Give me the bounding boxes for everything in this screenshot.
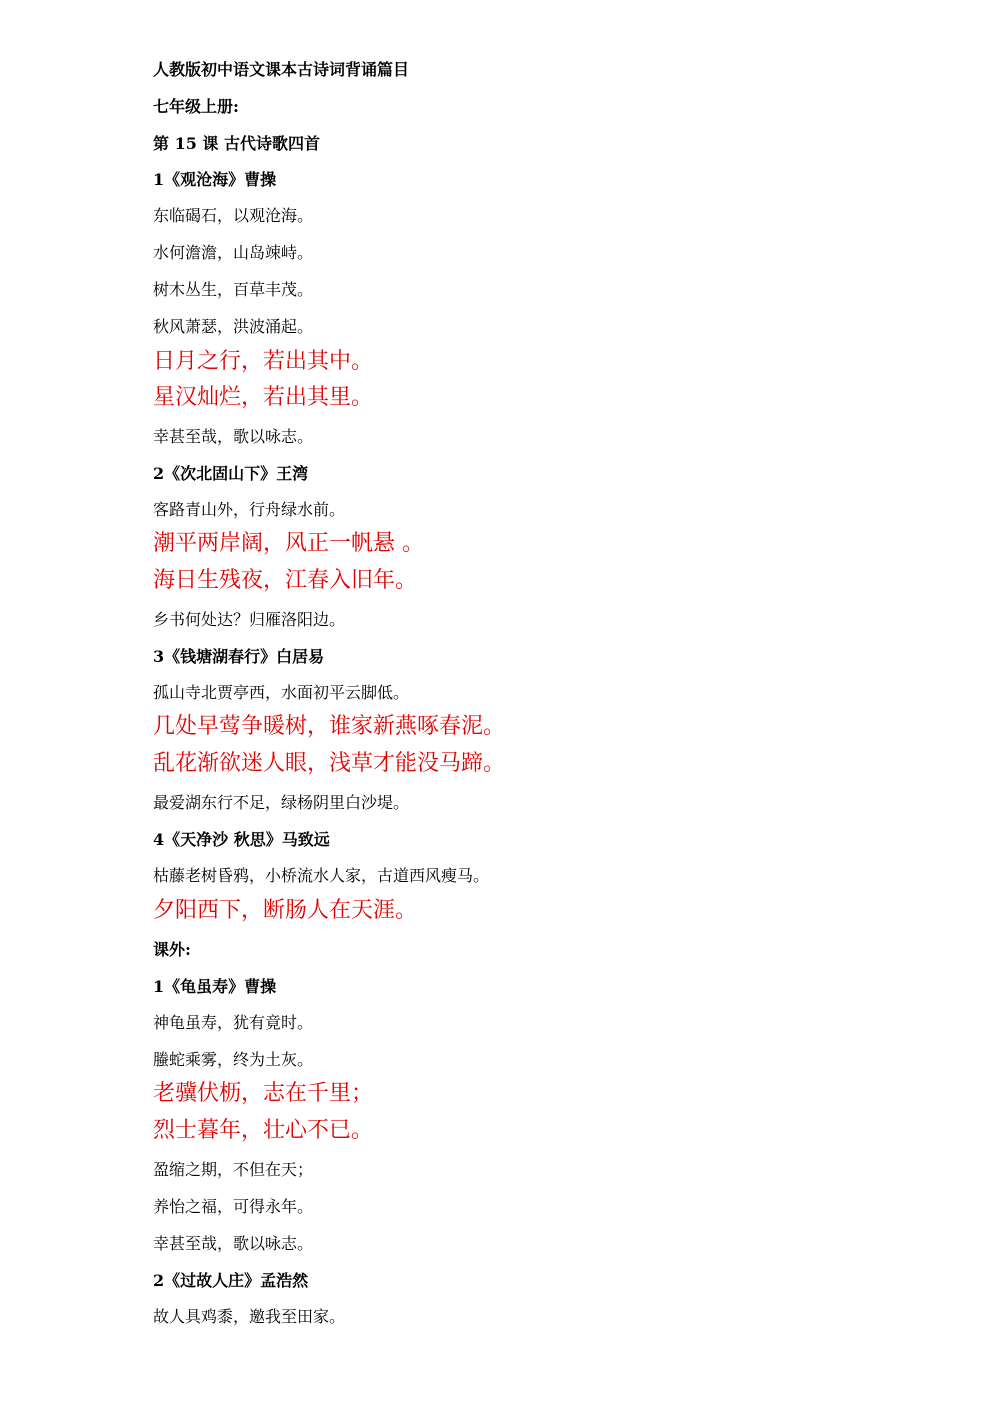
poem-title: 2《次北固山下》王湾 <box>153 464 309 483</box>
poem-line: 幸甚至哉，歌以咏志。 <box>153 427 314 446</box>
poem-line: 故人具鸡黍，邀我至田家。 <box>153 1307 346 1326</box>
grade-heading: 七年级上册: <box>153 97 239 116</box>
poem-title: 3《钱塘湖春行》白居易 <box>153 647 325 666</box>
poem-line: 孤山寺北贾亭西，水面初平云脚低。 <box>153 683 410 702</box>
poem-line-highlighted: 夕阳西下，断肠人在天涯。 <box>153 898 418 923</box>
poem-line: 秋风萧瑟，洪波涌起。 <box>153 317 314 336</box>
poem-line: 最爱湖东行不足，绿杨阴里白沙堤。 <box>153 793 410 812</box>
poem-line-highlighted: 烈士暮年，壮心不已。 <box>153 1118 374 1143</box>
poem-line-highlighted: 星汉灿烂，若出其里。 <box>153 385 374 410</box>
document-title: 人教版初中语文课本古诗词背诵篇目 <box>153 60 410 79</box>
poem-line: 螣蛇乘雾，终为土灰。 <box>153 1050 314 1069</box>
extracurricular-heading: 课外: <box>153 940 191 959</box>
poem-line: 枯藤老树昏鸦，小桥流水人家，古道西风瘦马。 <box>153 866 490 885</box>
poem-line-highlighted: 海日生残夜，江春入旧年。 <box>153 568 418 593</box>
poem-line: 养怡之福，可得永年。 <box>153 1197 314 1216</box>
poem-line-highlighted: 几处早莺争暖树，谁家新燕啄春泥。 <box>153 714 506 739</box>
poem-line-highlighted: 日月之行，若出其中。 <box>153 349 374 374</box>
poem-title: 1《观沧海》曹操 <box>153 170 277 189</box>
poem-line: 幸甚至哉，歌以咏志。 <box>153 1234 314 1253</box>
poem-line: 东临碣石，以观沧海。 <box>153 206 314 225</box>
poem-title: 1《龟虽寿》曹操 <box>153 977 277 996</box>
poem-line: 客路青山外，行舟绿水前。 <box>153 500 346 519</box>
poem-title: 2《过故人庄》孟浩然 <box>153 1271 309 1290</box>
lesson-heading: 第 15 课 古代诗歌四首 <box>153 134 320 153</box>
poem-line-highlighted: 老骥伏枥，志在千里； <box>153 1081 374 1106</box>
poem-line: 树木丛生，百草丰茂。 <box>153 280 314 299</box>
poem-line: 水何澹澹，山岛竦峙。 <box>153 243 314 262</box>
poem-line: 神龟虽寿，犹有竟时。 <box>153 1013 314 1032</box>
poem-line: 盈缩之期，不但在天； <box>153 1160 314 1179</box>
poem-title: 4《天净沙 秋思》马致远 <box>153 830 330 849</box>
poem-line: 乡书何处达？归雁洛阳边。 <box>153 610 346 629</box>
poem-line-highlighted: 潮平两岸阔，风正一帆悬 。 <box>153 531 424 556</box>
poem-line-highlighted: 乱花渐欲迷人眼，浅草才能没马蹄。 <box>153 751 506 776</box>
